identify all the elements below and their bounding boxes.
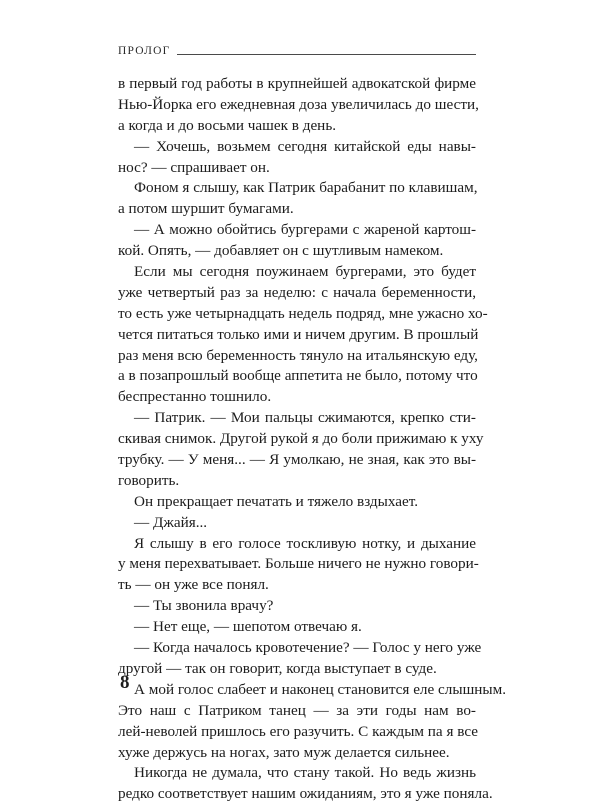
text-line: Нью-Йорка его ежедневная доза увеличилась до шести,: [118, 95, 479, 113]
text-line: — Джайя...: [134, 513, 208, 531]
text-line: А мой голос слабеет и наконец становится еле слышным.: [134, 680, 507, 698]
text-line: — Нет еще, — шепотом отвечаю я.: [134, 618, 362, 636]
text-line: скивая снимок. Другой рукой я до боли прижимаю к уху: [118, 430, 484, 448]
text-line: уже четвертый раз за неделю: с начала беременности,: [118, 283, 476, 301]
text-line: Я слышу в его голосе тоскливую нотку, и дыхание: [134, 534, 476, 552]
text-line: Фоном я слышу, как Патрик барабанит по клавишам,: [134, 179, 478, 197]
text-line: другой — так он говорит, когда выступает в суде.: [118, 659, 437, 677]
header-rule: [177, 54, 476, 55]
text-line: у меня перехватывает. Больше ничего не нужно говори-: [118, 555, 479, 573]
text-line: редко соответствует нашим ожиданиям, это я уже поняла.: [118, 785, 493, 803]
page-number: 8: [120, 672, 130, 693]
text-line: — Когда началось кровотечение? — Голос у него уже: [134, 639, 482, 657]
text-line: Если мы сегодня поужинаем бургерами, это будет: [134, 263, 476, 281]
text-line: хуже держусь на ногах, зато муж делается сильнее.: [118, 743, 450, 761]
text-line: а потом шуршит бумагами.: [118, 200, 294, 218]
body-text: [118, 74, 507, 805]
text-line: а когда и до восьми чашек в день.: [118, 116, 337, 134]
text-line: беспрестанно тошнило.: [118, 388, 272, 406]
text-line: — Ты звонила врачу?: [134, 597, 274, 615]
text-line: а в позапрошлый вообще аппетита не было, потому что: [118, 367, 478, 385]
text-line: кой. Опять, — добавляет он с шутливым намеком.: [118, 242, 444, 260]
text-line: Он прекращает печатать и тяжело вздыхает.: [134, 492, 419, 510]
text-line: — Хочешь, возьмем сегодня китайской еды навы-: [134, 137, 476, 155]
text-line: Это наш с Патриком танец — за эти годы нам во-: [118, 701, 476, 719]
text-line: нос? — спрашивает он.: [118, 158, 270, 176]
text-line: раз меня всю беременность тянуло на итальянскую еду,: [118, 346, 478, 364]
chapter-title: ПРОЛОГ: [118, 45, 171, 57]
text-line: трубку. — У меня... — Я умолкаю, не зная, как это вы-: [118, 451, 476, 469]
text-line: — А можно обойтись бургерами с жареной картош-: [134, 221, 476, 239]
text-line: говорить.: [118, 471, 180, 489]
running-header: [118, 44, 476, 58]
text-line: — Патрик. — Мои пальцы сжимаются, крепко сти-: [134, 409, 476, 427]
text-line: то есть уже четырнадцать недель подряд, мне ужасно хо-: [118, 304, 488, 322]
text-line: Никогда не думала, что стану такой. Но ведь жизнь: [134, 764, 476, 782]
text-line: чется питаться только ими и ничем другим. В прошлый: [118, 325, 479, 343]
text-line: ть — он уже все понял.: [118, 576, 269, 594]
text-line: лей-неволей пришлось его разучить. С каждым па я все: [118, 722, 478, 740]
text-line: в первый год работы в крупнейшей адвокатской фирме: [118, 75, 476, 92]
